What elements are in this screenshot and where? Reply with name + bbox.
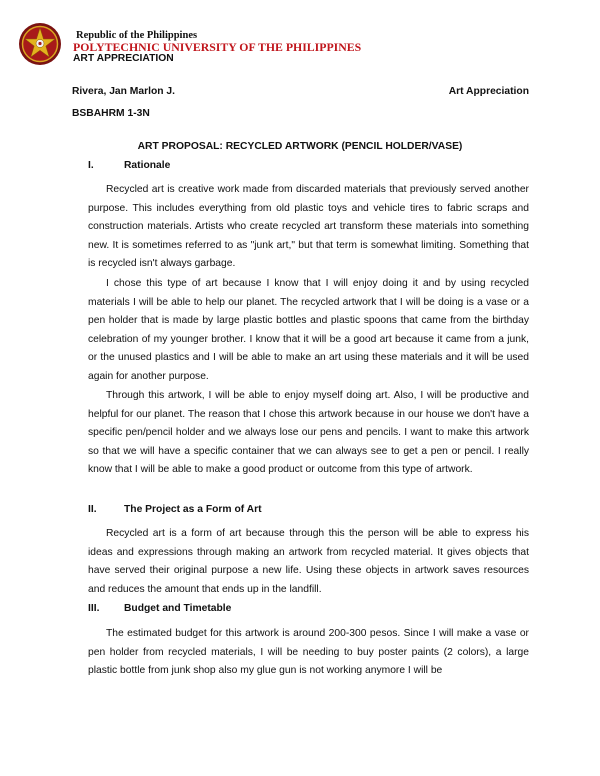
section-code: BSBAHRM 1-3N bbox=[72, 108, 150, 119]
section-number: III. bbox=[88, 603, 100, 614]
header-republic: Republic of the Philippines bbox=[76, 30, 198, 41]
section-title: Rationale bbox=[124, 160, 171, 171]
section-heading-budget-timetable bbox=[88, 603, 231, 614]
paragraph: Through this artwork, I will be able to enjoy myself doing art. Also, I will be productive and helpful for our planet. The reason that I chose this artwork because in our house we don't have a specific pen/pencil holder and we always lose our pens and pencils. I want to make this artwork so that we will have a specific container that we can always see to get a pen or pencil. I really know that I will be able to make a good product or outcome from this type of artwork. bbox=[88, 390, 529, 476]
section-heading-rationale bbox=[88, 160, 170, 171]
paragraph: The estimated budget for this artwork is around 200-300 pesos. Since I will make a vase or pen holder from recycled materials, I will be needing to buy poster paints (2 colors), a large plastic bottle from junk shop also my glue gun is not working anymore I will be bbox=[88, 628, 529, 677]
header-department: ART APPRECIATION bbox=[73, 53, 174, 64]
paragraph: Recycled art is a form of art because through this the person will be able to express his ideas and expressions through making an artwork from recycled material. It gives objects that have served their original purpose a new life. Using these objects in artwork saves resources and reduces the amount that ends up in the landfill. bbox=[88, 528, 529, 595]
course-name: Art Appreciation bbox=[448, 86, 529, 97]
section-heading-project-as-art bbox=[88, 504, 262, 515]
author-name: Rivera, Jan Marlon J. bbox=[72, 86, 176, 97]
document-title: ART PROPOSAL: RECYCLED ARTWORK (PENCIL HOLDER/VASE) bbox=[137, 141, 463, 152]
paragraph: I chose this type of art because I know that I will enjoy doing it and by using recycled materials I will be able to help our planet. The recycled artwork that I will be doing is a vase or a pen holder that is made by large plastic bottles and plastic spoons that came from the birthday celebration of my younger brother. I know that it will be a good art because it came from a junk, or the unused plastics and I will be able to make an art using these materials and it will be used again for another purpose. bbox=[88, 278, 529, 382]
section-title: Budget and Timetable bbox=[124, 603, 232, 614]
section-title: The Project as a Form of Art bbox=[124, 504, 262, 515]
paragraph: Recycled art is creative work made from discarded materials that previously served another purpose. This includes everything from old plastic toys and vehicle tires to fabric scraps and construction materials. Artists who create recycled art transform these materials into something new. It is sometimes referred to as "junk art," but that term is somewhat limiting. Something that is recycled isn't always garbage. bbox=[88, 184, 529, 270]
section-number: II. bbox=[88, 504, 97, 515]
pup-seal-logo bbox=[18, 22, 62, 66]
section-number: I. bbox=[88, 160, 94, 171]
header-university: POLYTECHNIC UNIVERSITY OF THE PHILIPPINES bbox=[73, 40, 362, 54]
